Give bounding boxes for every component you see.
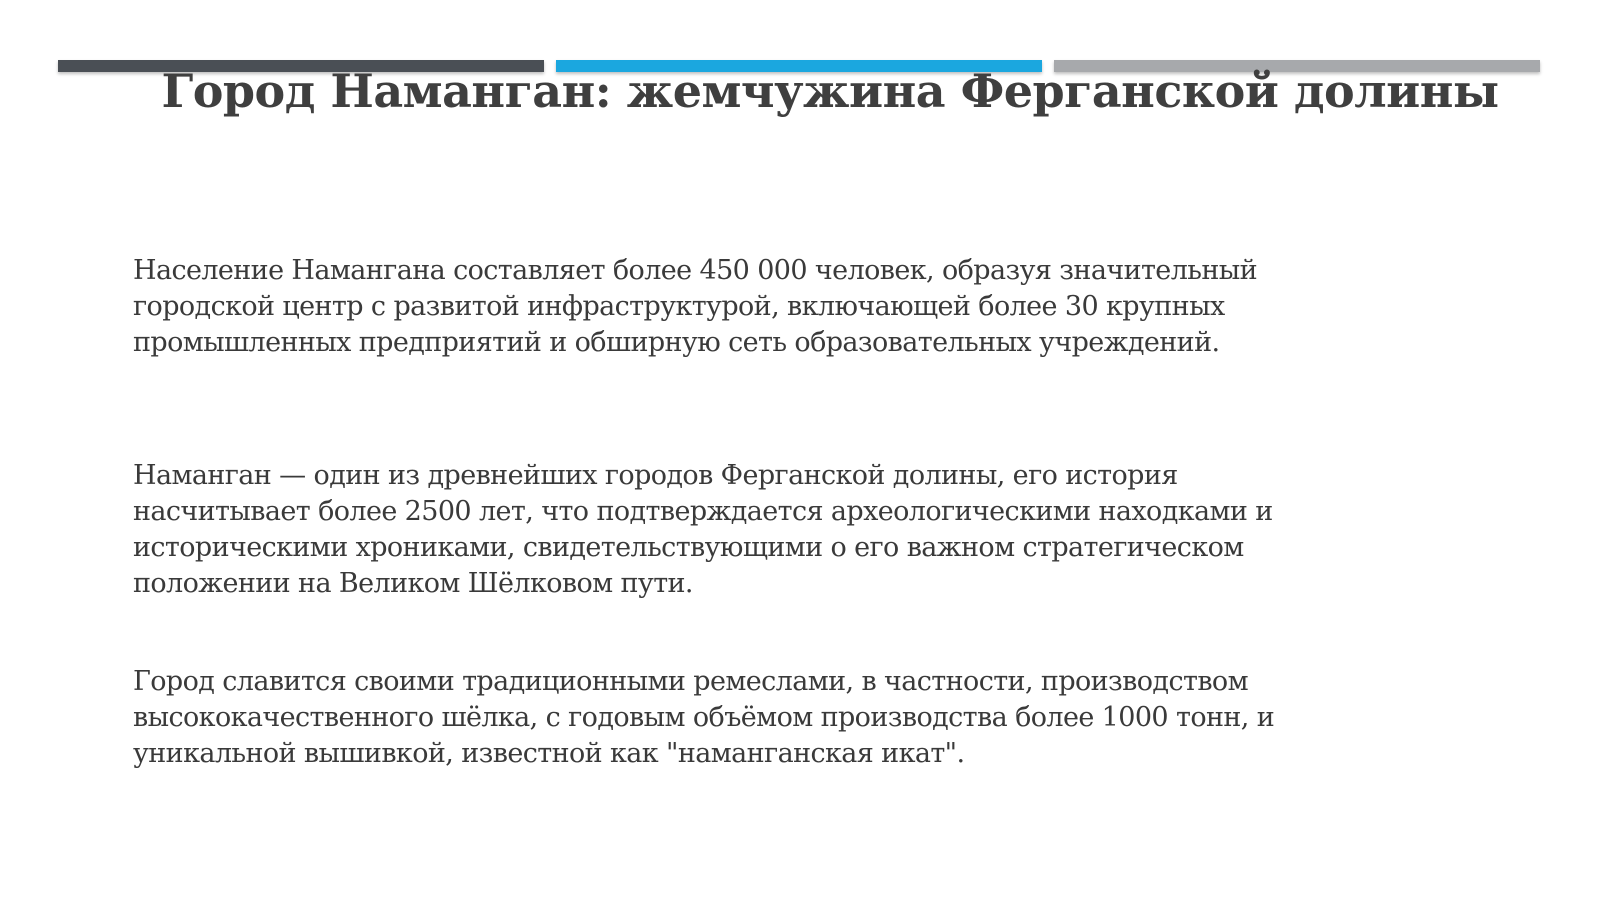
paragraph-crafts: Город славится своими традиционными ремеслами, в частности, производством высококачественного шёлка, с годовым объёмом производства более 1000 тонн, и уникальной вышивкой, известной как "наманганская икат". [133, 666, 1275, 769]
slide-title: Город Наманган: жемчужина Ферганской долины [161, 64, 1499, 118]
paragraph-population: Население Наманган​а составляет более 450 000 человек, образуя значительный городской центр с развитой инфраструктурой, включающей более 30 крупных промышленных предприятий и обширную сеть образовательных учреждений. [133, 255, 1258, 358]
paragraph-history: Наманган — один из древнейших городов Ферганской долины, его история насчитывает более 2500 лет, что подтверждается археологическими находками и историческими хрониками, свидетельствующими о его важном стратегическом положении на Великом Шёлковом пути. [133, 460, 1273, 599]
